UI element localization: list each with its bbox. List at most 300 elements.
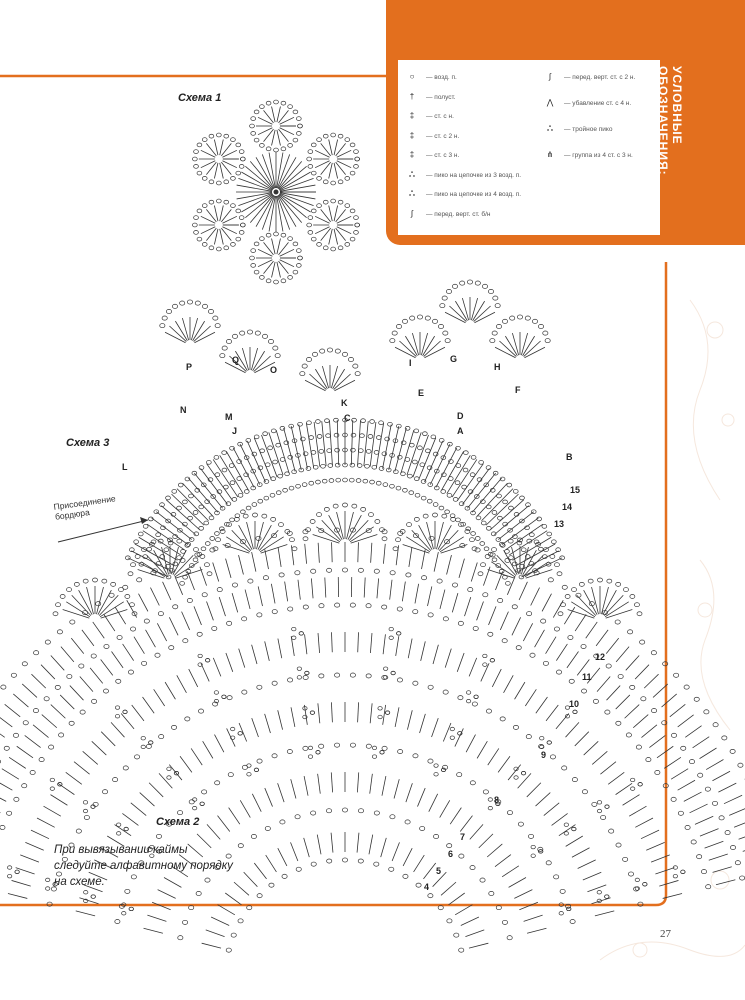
body-chain-row	[697, 855, 702, 859]
picot-cluster	[434, 764, 438, 768]
body-chain-row	[472, 702, 477, 706]
body-chain-row	[722, 736, 727, 740]
body-stitch-row	[546, 705, 558, 721]
body-stitch-row	[659, 880, 678, 886]
body-chain-row	[674, 673, 679, 677]
border-chain-row	[222, 468, 227, 472]
body-stitch-row	[440, 590, 445, 609]
body-chain-row	[406, 573, 411, 577]
body-stitch-row	[150, 588, 159, 606]
border-chain-row	[493, 471, 498, 475]
body-stitch-row	[455, 728, 464, 746]
row-number: 11	[582, 672, 592, 682]
petal-chain	[251, 117, 256, 121]
body-stitch-row	[0, 792, 6, 801]
body-chain-row	[730, 845, 735, 849]
body-stitch-row	[578, 860, 596, 869]
body-stitch-row	[377, 578, 379, 598]
picot-cluster	[397, 632, 401, 636]
body-stitch-row	[457, 653, 464, 672]
picot-4-icon: ஃ	[408, 189, 416, 198]
body-stitch-row	[524, 915, 543, 921]
border-chain-row	[271, 429, 276, 433]
petal-chain	[307, 223, 312, 227]
fan-stitch	[247, 522, 254, 549]
page-number: 27	[660, 928, 671, 940]
border-chain-row	[289, 486, 294, 490]
body-stitch-row	[383, 634, 385, 654]
fan-chain	[465, 529, 470, 533]
body-stitch-row	[285, 582, 288, 602]
body-chain-row	[156, 834, 161, 838]
picot-cluster	[316, 750, 320, 754]
petal-chain	[197, 237, 202, 241]
fan-chain	[565, 594, 570, 598]
border-chain-row	[383, 483, 388, 487]
body-chain-row	[279, 573, 284, 577]
border-stitch-row	[425, 441, 443, 482]
fan-chain	[129, 603, 134, 607]
body-chain-row	[397, 607, 402, 611]
body-chain-row	[185, 717, 190, 721]
scallop-chain	[342, 352, 347, 356]
body-stitch-row	[443, 723, 451, 741]
body-stitch-row	[623, 795, 640, 806]
petal-chain	[259, 105, 264, 109]
picot-cluster	[681, 870, 685, 874]
body-chain-row	[34, 651, 39, 655]
body-stitch-row	[625, 705, 640, 719]
scallop-chain	[492, 331, 497, 335]
body-chain-row	[646, 758, 651, 762]
petal-chain	[266, 279, 271, 283]
body-chain-row	[560, 889, 565, 893]
border-chain-row	[407, 474, 412, 478]
body-chain-row	[76, 829, 81, 833]
body-stitch-row	[525, 689, 536, 706]
fan-stitch	[604, 595, 623, 615]
petal-chain	[308, 230, 313, 234]
petal-chain	[224, 246, 229, 250]
fan-chain	[382, 537, 387, 541]
chain-stitch-icon: ○	[409, 72, 415, 81]
petal-chain	[192, 223, 197, 227]
body-chain-row	[651, 651, 656, 655]
body-stitch-row	[498, 756, 510, 772]
body-stitch-row	[700, 829, 719, 837]
body-stitch-row	[33, 725, 48, 738]
border-stitch-row	[128, 558, 169, 577]
petal-stitch	[277, 239, 281, 255]
petal-chain	[311, 143, 316, 147]
border-chain-row	[336, 478, 341, 482]
body-stitch-row	[657, 746, 673, 758]
body-chain-row	[358, 809, 363, 813]
scallop-chain	[220, 354, 225, 358]
diagram-letter: H	[494, 362, 501, 372]
border-chain-row	[326, 434, 331, 438]
fan-chain	[186, 542, 191, 546]
body-chain-row	[141, 661, 146, 665]
body-chain-row	[473, 626, 478, 630]
body-stitch-row	[122, 813, 138, 825]
border-chain-row	[358, 449, 363, 453]
body-stitch-row	[434, 552, 438, 572]
fan-chain	[375, 519, 380, 523]
body-chain-row	[582, 790, 587, 794]
body-stitch-row	[143, 697, 155, 713]
petal-chain	[354, 216, 359, 220]
border-stitch-row	[401, 430, 414, 473]
petal-chain	[266, 233, 271, 237]
scheme1-label: Схема 1	[178, 92, 222, 104]
border-chain-row	[370, 480, 375, 484]
body-chain-row	[403, 874, 408, 878]
border-chain-row	[322, 479, 327, 483]
border-stitch-row	[430, 444, 450, 484]
border-chain-row	[335, 448, 340, 452]
body-stitch-row	[616, 783, 632, 794]
body-chain-row	[227, 621, 232, 625]
border-stitch-row	[322, 421, 326, 466]
fan-chain	[317, 513, 322, 517]
motif-center	[274, 190, 279, 195]
body-stitch-row	[332, 542, 333, 562]
petal-chain	[298, 124, 303, 128]
body-chain-row	[196, 891, 201, 895]
body-chain-row	[655, 770, 660, 774]
fan-chain	[131, 563, 136, 567]
body-chain-row	[173, 605, 178, 609]
border-stitch-row	[276, 430, 289, 473]
border-chain-row	[513, 489, 518, 493]
scallop-chain	[438, 324, 443, 328]
body-stitch-row	[671, 769, 688, 779]
body-stitch-row	[138, 594, 147, 612]
border-chain-row	[417, 446, 422, 450]
body-chain-row	[7, 811, 12, 815]
border-chain-row	[204, 521, 209, 525]
body-chain-row	[502, 920, 507, 924]
body-stitch-row	[441, 882, 456, 895]
border-chain-row	[388, 422, 393, 426]
scallop-stitch	[505, 336, 517, 356]
body-chain-row	[96, 602, 101, 606]
body-stitch-row	[245, 590, 250, 609]
border-chain-row	[343, 478, 348, 482]
body-stitch-row	[575, 732, 589, 746]
body-chain-row	[22, 662, 27, 666]
body-chain-row	[458, 621, 463, 625]
body-chain-row	[33, 708, 38, 712]
border-chain-row	[466, 527, 471, 531]
body-stitch-row	[586, 622, 598, 638]
body-stitch-row	[202, 943, 221, 948]
body-chain-row	[390, 571, 395, 575]
body-chain-row	[618, 674, 623, 678]
body-stitch-row	[265, 641, 270, 660]
body-chain-row	[67, 674, 72, 678]
body-stitch-row	[629, 806, 646, 816]
scallop-stitch	[251, 348, 257, 370]
border-chain-row	[313, 465, 318, 469]
body-chain-row	[242, 690, 247, 694]
body-stitch-row	[180, 756, 192, 772]
body-stitch-row	[567, 652, 579, 668]
body-stitch-row	[712, 771, 730, 781]
body-stitch-row	[194, 606, 201, 625]
row-number: 6	[448, 849, 454, 859]
body-stitch-row	[20, 855, 39, 862]
fan-chain	[499, 542, 504, 546]
body-stitch-row	[254, 863, 266, 879]
petal-stitch	[329, 229, 333, 245]
petal-chain	[338, 246, 343, 250]
body-stitch-row	[383, 544, 385, 564]
picot-cluster	[141, 736, 145, 740]
body-chain-row	[295, 815, 300, 819]
body-chain-row	[197, 632, 202, 636]
body-stitch-row	[0, 726, 5, 738]
body-chain-row	[706, 885, 711, 889]
petal-chain	[354, 164, 359, 168]
body-stitch-row	[232, 593, 238, 612]
border-chain-row	[296, 484, 301, 488]
group-4-icon: ⋔	[546, 150, 554, 159]
body-chain-row	[447, 844, 452, 848]
body-stitch-row	[664, 757, 681, 768]
border-stitch-row	[413, 435, 429, 477]
body-chain-row	[543, 661, 548, 665]
body-chain-row	[601, 815, 606, 819]
fan-chain	[558, 612, 563, 616]
body-stitch-row	[112, 652, 124, 668]
body-stitch-row	[358, 632, 359, 652]
body-chain-row	[251, 834, 256, 838]
body-chain-row	[91, 654, 96, 658]
body-stitch-row	[591, 898, 610, 904]
picot-cluster	[198, 654, 202, 658]
body-chain-row	[512, 605, 517, 609]
petal-chain	[311, 171, 316, 175]
petal-chain	[354, 150, 359, 154]
border-chain-row	[365, 464, 370, 468]
petal-chain	[308, 164, 313, 168]
scallop-chain	[432, 319, 437, 323]
body-stitch-row	[572, 848, 590, 858]
picot-cluster	[149, 741, 153, 745]
body-stitch-row	[470, 824, 483, 839]
diagram-letter: B	[566, 452, 573, 462]
legend-item-text: — перед. верт. ст. б/н	[426, 210, 491, 218]
diagram-letter: J	[232, 426, 238, 436]
body-stitch-row	[606, 638, 618, 654]
fan-chain	[588, 579, 593, 583]
body-chain-row	[562, 585, 567, 589]
body-stitch-row	[234, 882, 249, 895]
body-stitch-row	[123, 644, 134, 661]
scallop-chain	[390, 339, 395, 343]
petal-chain	[216, 181, 221, 185]
fan-chain	[481, 563, 486, 567]
legend-item-text: — ст. с н.	[426, 113, 454, 120]
fan-chain	[243, 514, 248, 518]
scallop-chain	[222, 346, 227, 350]
picot-cluster	[483, 663, 487, 667]
border-stitch-row	[364, 421, 368, 466]
petal-chain	[317, 204, 322, 208]
picot-cluster	[564, 832, 568, 836]
petal-chain	[254, 242, 259, 246]
body-stitch-row	[370, 703, 372, 723]
body-stitch-row	[535, 630, 545, 647]
body-stitch-row	[465, 930, 484, 937]
scallop-chain	[490, 339, 495, 343]
petal-chain	[202, 176, 207, 180]
border-chain-row	[415, 493, 420, 497]
body-stitch-row	[207, 602, 214, 621]
body-chain-row	[158, 612, 163, 616]
body-stitch-row	[507, 576, 515, 594]
body-chain-row	[227, 696, 232, 700]
picot-cluster	[310, 711, 314, 715]
scallop-chain	[425, 316, 430, 320]
legend-item-text: — убавление ст. с 4 н.	[564, 100, 632, 107]
petal-chain	[296, 131, 301, 135]
body-stitch-row	[213, 562, 219, 581]
border-chain-row	[316, 480, 321, 484]
body-chain-row	[311, 811, 316, 815]
scallop-chain	[166, 309, 171, 313]
body-chain-row	[518, 822, 523, 826]
body-chain-row	[247, 906, 252, 910]
body-stitch-row	[364, 578, 365, 598]
scallop-chain	[213, 316, 218, 320]
body-stitch-row	[154, 689, 165, 706]
motif-stitch	[280, 185, 315, 191]
border-chain-row	[403, 488, 408, 492]
picot-cluster	[238, 732, 242, 736]
fan-stitch	[436, 522, 443, 549]
body-stitch-row	[271, 584, 275, 604]
body-stitch-row	[421, 641, 426, 660]
body-stitch-row	[408, 639, 412, 659]
row-number: 12	[595, 652, 606, 662]
fan-chain	[598, 578, 603, 582]
border-chain-row	[246, 506, 251, 510]
scallop-stitch	[521, 333, 527, 355]
border-chain-row	[317, 435, 322, 439]
petal-chain	[345, 204, 350, 208]
body-chain-row	[678, 811, 683, 815]
petal-chain	[197, 209, 202, 213]
diagram-letter: E	[418, 388, 425, 398]
body-chain-row	[248, 579, 253, 583]
body-chain-row	[269, 883, 274, 887]
body-chain-row	[694, 697, 699, 701]
body-stitch-row	[278, 783, 284, 802]
body-stitch-row	[381, 838, 387, 857]
petal-chain	[194, 164, 199, 168]
scallop-chain	[496, 324, 501, 328]
body-stitch-row	[304, 776, 308, 796]
body-stitch-row	[649, 735, 665, 747]
body-stitch-row	[552, 813, 568, 825]
body-stitch-row	[44, 806, 61, 816]
fan-chain	[220, 529, 225, 533]
body-stitch-row	[445, 649, 451, 668]
fan-chain	[393, 547, 398, 551]
body-stitch-row	[542, 594, 551, 612]
fan-chain	[634, 603, 639, 607]
body-chain-row	[413, 754, 418, 758]
petal-stitch	[277, 130, 281, 146]
body-stitch-row	[266, 855, 277, 872]
border-chain-row	[172, 489, 177, 493]
scallop-stitch	[423, 336, 435, 356]
fan-chain	[253, 513, 258, 517]
picot-cluster	[531, 845, 535, 849]
border-chain-row	[321, 464, 326, 468]
scallop-chain	[493, 296, 498, 300]
body-chain-row	[606, 664, 611, 668]
body-chain-row	[740, 876, 745, 880]
body-chain-row	[554, 627, 559, 631]
body-chain-row	[671, 733, 676, 737]
body-stitch-row	[608, 772, 624, 784]
body-chain-row	[581, 689, 586, 693]
picot-cluster	[7, 874, 11, 878]
body-chain-row	[256, 536, 261, 540]
scallop-chain	[215, 324, 220, 328]
scallop-stitch	[322, 366, 328, 388]
border-chain-row	[356, 479, 361, 483]
petal-chain	[197, 143, 202, 147]
border-chain-row	[350, 463, 355, 467]
scallop-chain	[312, 352, 317, 356]
border-chain-row	[505, 581, 510, 585]
body-stitch-row	[713, 867, 732, 873]
body-chain-row	[609, 829, 614, 833]
body-stitch-row	[357, 772, 358, 792]
body-stitch-row	[239, 649, 245, 668]
motif-stitch	[277, 153, 283, 188]
picot-cluster	[450, 736, 454, 740]
fan-chain	[469, 538, 474, 542]
body-chain-row	[146, 744, 151, 748]
fan-chain	[111, 582, 116, 586]
border-chain-row	[445, 510, 450, 514]
petal-chain	[216, 199, 221, 203]
fan-chain	[278, 523, 283, 527]
body-chain-row	[189, 906, 194, 910]
body-stitch-row	[265, 788, 273, 806]
body-stitch-row	[514, 890, 532, 899]
body-chain-row	[428, 759, 433, 763]
body-stitch-row	[175, 576, 183, 594]
fan-stitch	[259, 530, 278, 550]
petal-chain	[239, 216, 244, 220]
motif-stitch	[237, 193, 272, 199]
body-chain-row	[272, 610, 277, 614]
fan-chain	[135, 554, 140, 558]
body-stitch-row	[206, 930, 225, 937]
petal-chain	[345, 138, 350, 142]
picot-cluster	[488, 798, 492, 802]
body-stitch-row	[17, 746, 33, 758]
petal-chain	[281, 147, 286, 151]
body-stitch-row	[358, 702, 359, 722]
